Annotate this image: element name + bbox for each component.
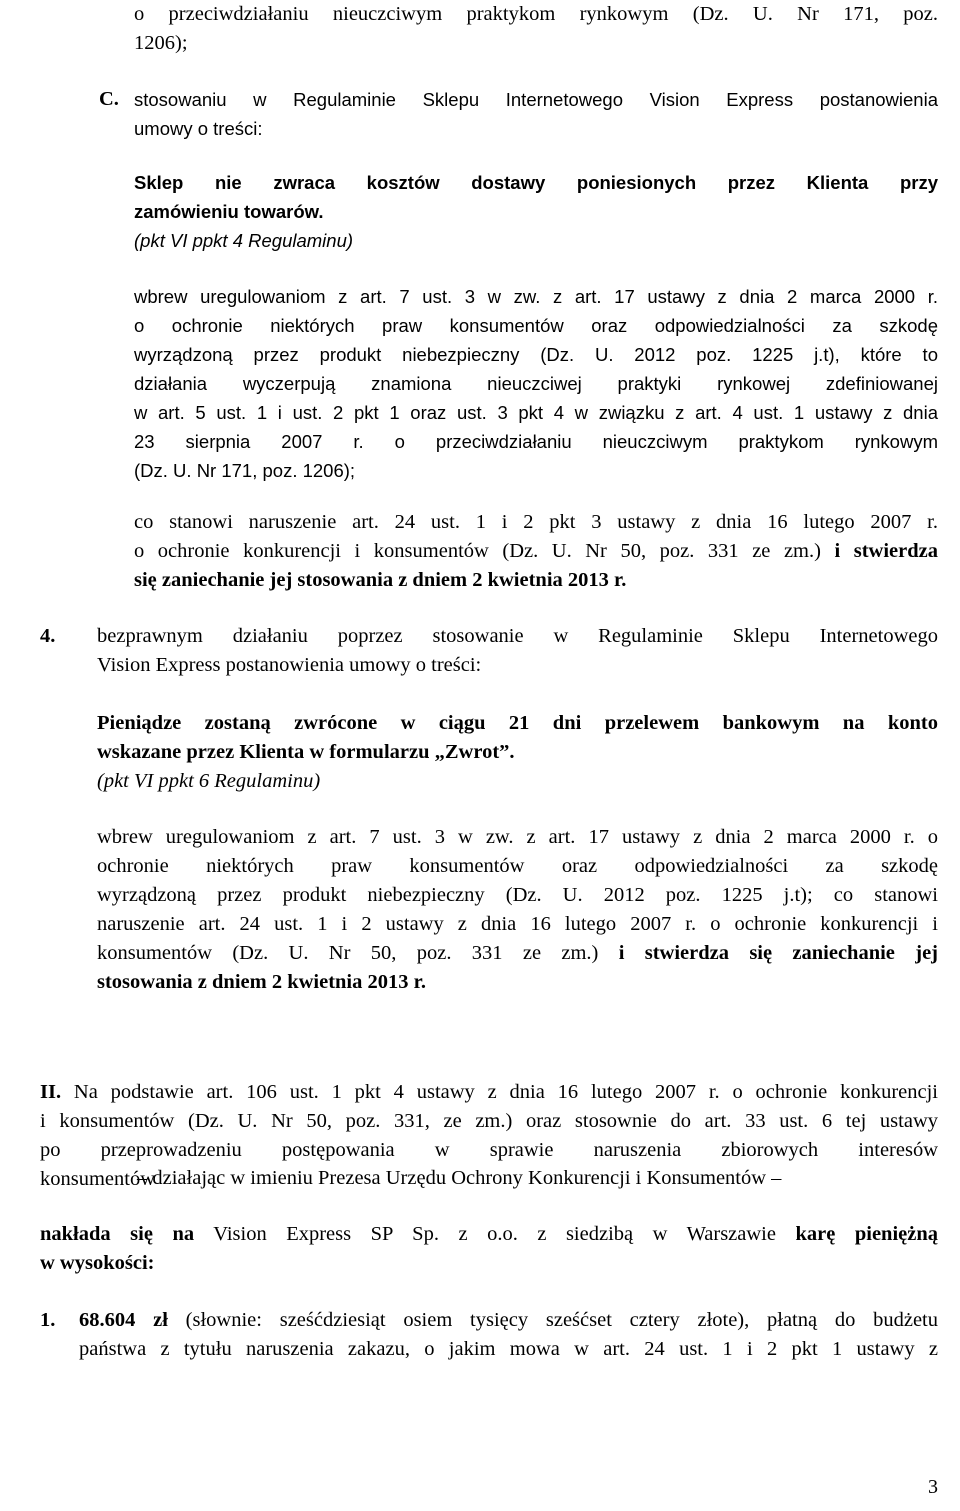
body-line: w art. 5 ust. 1 i ust. 2 pkt 1 oraz ust. 3 pkt 4 w związku z art. 4 ust. 1 ustawy z dnia [134, 402, 938, 423]
item-c-ref: (pkt VI ppkt 4 Regulaminu) [134, 230, 354, 251]
body-line: wyrządzoną przez produkt niebezpieczny (Dz. U. 2012 poz. 1225 j.t); co stanowi [97, 884, 938, 906]
intro-line: o przeciwdziałaniu nieuczciwym praktykom rynkowym (Dz. U. Nr 171, poz. [134, 3, 938, 25]
tail-line: się zaniechanie jej stosowania z dniem 2 kwietnia 2013 r. [134, 569, 627, 591]
body-line: 23 sierpnia 2007 r. o przeciwdziałaniu nieuczciwym praktykom rynkowym [134, 431, 938, 452]
body-line: wbrew uregulowaniom z art. 7 ust. 3 w zw. z art. 17 ustawy z dnia 2 marca 2000 r. o [97, 826, 938, 848]
intro-paragraph [134, 0, 938, 58]
item-4-label: 4. [40, 625, 56, 647]
quote-line: Sklep nie zwraca kosztów dostawy poniesionych przez Klienta przy [134, 172, 938, 193]
section-ii-line: konsumentów [40, 1168, 156, 1190]
body-line: o ochronie niektórych praw konsumentów oraz odpowiedzialności za szkodę [134, 315, 938, 336]
penalty-bold: karę pieniężną [795, 1223, 939, 1245]
penalty-line [40, 1220, 938, 1249]
item-4-body [97, 823, 938, 997]
quote-line: Pieniądze zostaną zwrócone w ciągu 21 dni przelewem bankowym na konto [97, 712, 938, 734]
page-number: 3 [928, 1476, 938, 1498]
item-4-line: Vision Express postanowienia umowy o treści: [97, 654, 482, 676]
body-line: wbrew uregulowaniom z art. 7 ust. 3 w zw. z art. 17 ustawy z dnia 2 marca 2000 r. [134, 286, 938, 307]
item-c-line: umowy o treści: [134, 118, 263, 139]
body-line: ochronie niektórych praw konsumentów oraz odpowiedzialności za szkodę [97, 855, 938, 877]
item-4-ref: (pkt VI ppkt 6 Regulaminu) [97, 770, 321, 792]
penalty-statement [40, 1220, 938, 1278]
fine-paragraph [79, 1306, 938, 1364]
fine-amount: 68.604 zł [79, 1309, 168, 1331]
item-c-tail [134, 508, 938, 595]
item-c-quote [134, 168, 938, 226]
item-c-line: stosowaniu w Regulaminie Sklepu Internetowego Vision Express postanowienia [134, 89, 938, 110]
penalty-line: w wysokości: [40, 1252, 155, 1274]
quote-line: zamówieniu towarów. [134, 201, 324, 222]
section-ii-line [40, 1078, 938, 1107]
body-line: stosowania z dniem 2 kwietnia 2013 r. [97, 971, 426, 993]
body-line [97, 939, 938, 968]
body-line: naruszenie art. 24 ust. 1 i 2 ustawy z dnia 16 lutego 2007 r. o ochronie konkurencji i [97, 913, 938, 935]
quote-line: wskazane przez Klienta w formularzu „Zwrot”. [97, 741, 515, 763]
intro-line: 1206); [134, 32, 188, 54]
penalty-bold: nakłada się na [40, 1223, 195, 1245]
section-ii-label: II. [40, 1081, 62, 1103]
body-line: (Dz. U. Nr 171, poz. 1206); [134, 460, 356, 481]
acting-on-behalf: – działając w imieniu Prezesa Urzędu Ochrony Konkurencji i Konsumentów – [137, 1167, 782, 1189]
tail-plain: o ochronie konkurencji i konsumentów (Dz. U. Nr 50, poz. 331 ze zm.) [134, 540, 821, 562]
section-ii-text: Na podstawie art. 106 ust. 1 pkt 4 ustawy z dnia 16 lutego 2007 r. o ochronie konkurencji [73, 1081, 939, 1103]
penalty-plain: Vision Express SP Sp. z o.o. z siedzibą w Warszawie [194, 1223, 796, 1245]
section-ii-line: po przeprowadzeniu postępowania w sprawie naruszenia zbiorowych interesów [40, 1139, 938, 1161]
tail-line: co stanowi naruszenie art. 24 ust. 1 i 2 pkt 3 ustawy z dnia 16 lutego 2007 r. [134, 511, 938, 533]
item-4-line: bezprawnym działaniu poprzez stosowanie w Regulaminie Sklepu Internetowego [97, 625, 938, 647]
tail-line [134, 537, 938, 566]
fine-line: państwa z tytułu naruszenia zakazu, o jakim mowa w art. 24 ust. 1 i 2 pkt 1 ustawy z [79, 1338, 938, 1360]
item-4-quote [97, 709, 938, 767]
item-c-body [134, 282, 938, 485]
fine-text: (słownie: sześćdziesiąt osiem tysięcy sześćset cztery złote), płatną do budżetu [167, 1309, 938, 1331]
item-4-text [97, 622, 938, 680]
body-line: działania wyczerpują znamiona nieuczciwej praktyki rynkowej zdefiniowanej [134, 373, 938, 394]
tail-bold: i stwierdza [820, 540, 939, 562]
fine-label: 1. [40, 1309, 56, 1331]
fine-line [79, 1306, 938, 1335]
section-ii-line: i konsumentów (Dz. U. Nr 50, poz. 331, ze zm.) oraz stosownie do art. 33 ust. 6 tej ustawy [40, 1110, 938, 1132]
body-line: wyrządzoną przez produkt niebezpieczny (Dz. U. 2012 poz. 1225 j.t), które to [134, 344, 938, 365]
body-bold: i stwierdza się zaniechanie jej [598, 942, 938, 964]
item-c-label: C. [99, 88, 119, 110]
item-c-text [134, 85, 938, 143]
body-plain: konsumentów (Dz. U. Nr 50, poz. 331 ze zm.) [97, 942, 599, 964]
